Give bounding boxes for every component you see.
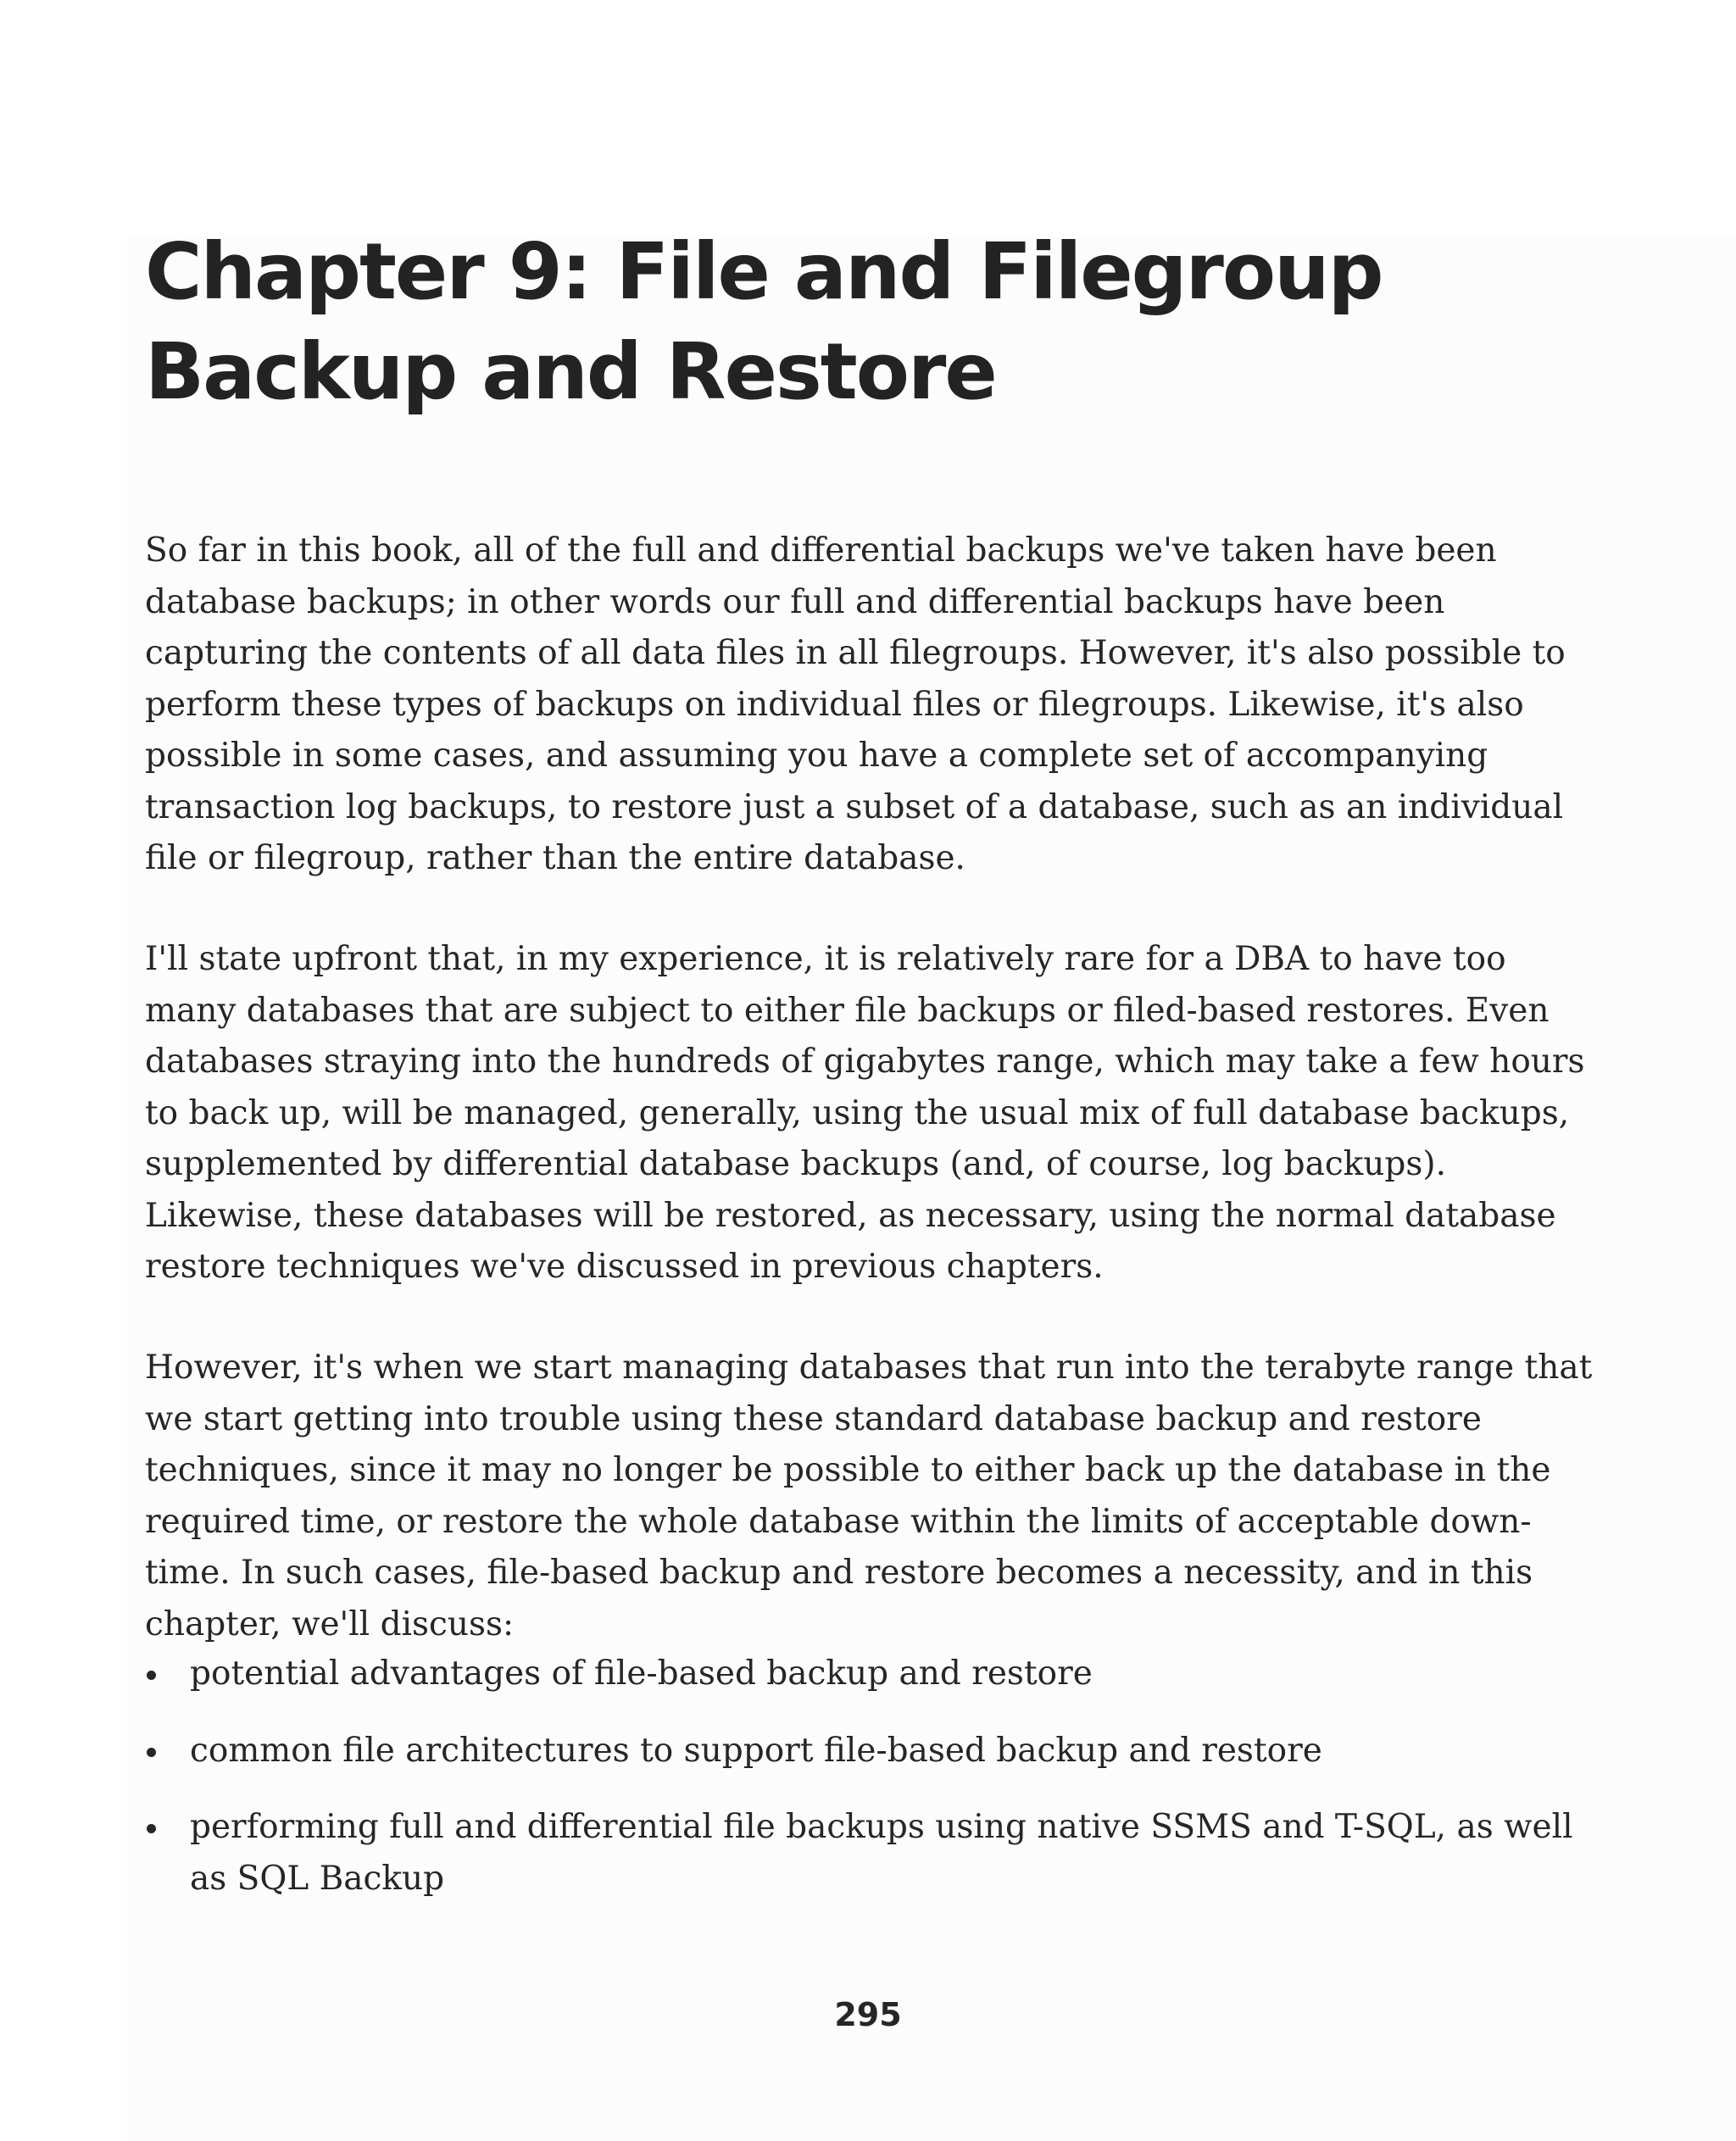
paragraph-terabyte: However, it's when we start managing databases that run into the terabyte range that we start getting into trouble using these standard database backup and restore techniques, since it may no longer be possible to either back up the database in the required time, or restore the whole database within the limits of acceptable down-time. In such cases, file-based backup and restore becomes a necessity, and in this chapter, we'll discuss: bbox=[145, 1349, 1593, 1643]
list-item-text: common file architectures to support file-based backup and restore bbox=[190, 1731, 1322, 1770]
paragraph-intro: So far in this book, all of the full and differential backups we've taken have been database backups; in other words our full and differential backups have been capturing the contents of all data files in all filegroups. However, it's also possible to perform these types of backups on individual files or filegroups. Likewise, it's also possible in some cases, and assuming you have a complete set of accompanying transaction log backups, to restore just a subset of a database, such as an individual file or filegroup, rather than the entire database. bbox=[145, 531, 1566, 877]
bullet-icon bbox=[147, 1824, 156, 1833]
paragraph-experience: I'll state upfront that, in my experience, it is relatively rare for a DBA to have too many databases that are subject to either file backups or filed-based restores. Even databases straying into the hundreds of gigabytes range, which may take a few hours to back up, will be managed, generally, using the usual mix of full database backups, supplemented by differential database backups (and, of course, log backups). Likewise, these databases will be restored, as necessary, using the normal database restore techniques we've discussed in previous chapters. bbox=[145, 940, 1585, 1286]
list-item-text: performing full and differential file backups using native SSMS and T-SQL, as well as SQL Backup bbox=[190, 1808, 1573, 1898]
bullet-icon bbox=[147, 1671, 156, 1680]
page-number: 295 bbox=[834, 1996, 902, 2033]
page-content bbox=[145, 222, 1603, 422]
topics-list bbox=[145, 1649, 1603, 1905]
bullet-icon bbox=[147, 1748, 156, 1757]
list-item-text: potential advantages of file-based backup and restore bbox=[190, 1654, 1093, 1693]
list-item bbox=[145, 1649, 1603, 1700]
chapter-title: Chapter 9: File and Filegroup Backup and Restore bbox=[145, 226, 1383, 417]
list-item bbox=[145, 1726, 1603, 1777]
list-item bbox=[145, 1802, 1603, 1905]
